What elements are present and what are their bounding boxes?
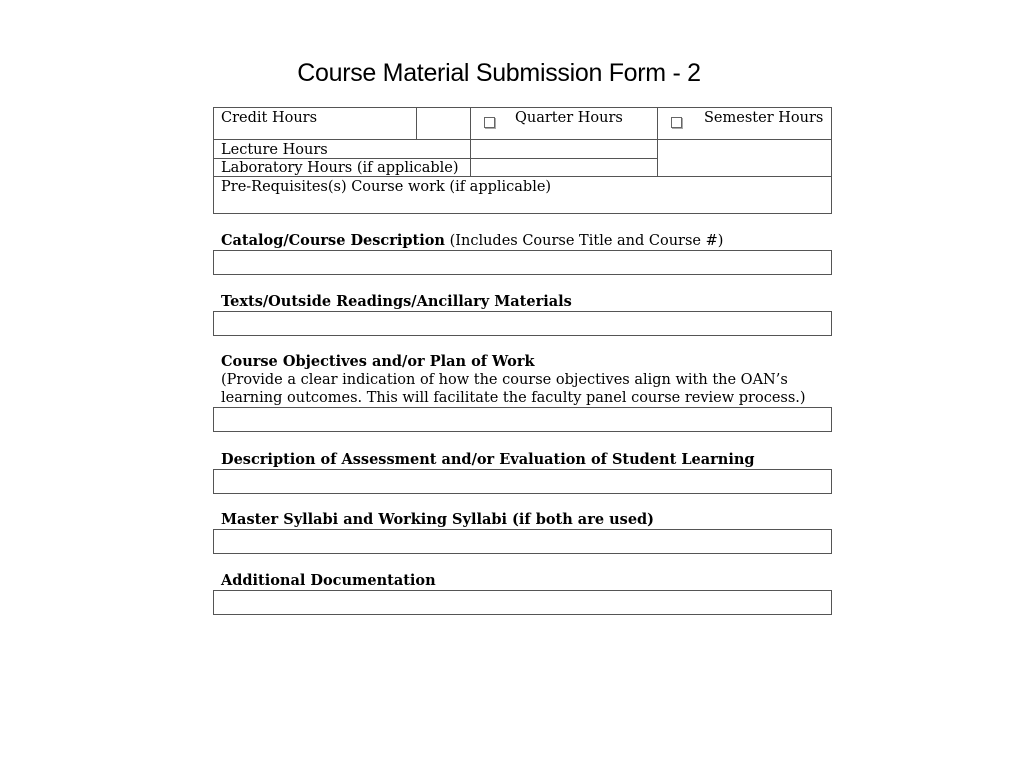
laboratory-hours-field[interactable]: [471, 159, 657, 176]
section-heading: Additional Documentation: [221, 572, 436, 589]
catalog-description-section: [213, 232, 832, 275]
additional-documentation-field[interactable]: [213, 590, 832, 615]
credit-hours-label: Credit Hours: [221, 110, 318, 126]
course-objectives-note: learning outcomes. This will facilitate the faculty panel course review process.): [221, 390, 806, 406]
catalog-description-field[interactable]: [213, 250, 832, 275]
section-heading: Description of Assessment and/or Evaluation of Student Learning: [221, 451, 755, 468]
assessment-section: [213, 451, 832, 494]
section-heading: Master Syllabi and Working Syllabi (if both are used): [221, 511, 655, 528]
texts-readings-field[interactable]: [213, 311, 832, 336]
semester-hours-checkbox[interactable]: [671, 117, 682, 128]
syllabi-section: [213, 511, 832, 554]
additional-documentation-label: [213, 572, 832, 590]
lecture-hours-field[interactable]: [471, 140, 657, 158]
semester-hours-label: Semester Hours: [704, 110, 824, 126]
catalog-description-label: [213, 232, 832, 250]
section-heading: Course Objectives and/or Plan of Work: [221, 353, 535, 370]
syllabi-field[interactable]: [213, 529, 832, 554]
section-heading: Catalog/Course Description: [221, 232, 445, 249]
section-note: (Includes Course Title and Course #): [444, 233, 724, 249]
texts-readings-label: [213, 293, 832, 311]
grid-line: [657, 107, 658, 177]
form-title: Course Material Submission Form - 2: [297, 59, 701, 87]
course-objectives-section: [213, 353, 832, 432]
assessment-field[interactable]: [213, 469, 832, 494]
laboratory-hours-label: Laboratory Hours (if applicable): [221, 160, 459, 176]
quarter-hours-label: Quarter Hours: [515, 110, 623, 126]
credit-hours-field[interactable]: [417, 108, 470, 139]
syllabi-label: [213, 511, 832, 529]
texts-readings-section: [213, 293, 832, 336]
section-heading: Texts/Outside Readings/Ancillary Materials: [221, 293, 572, 310]
lecture-hours-label: Lecture Hours: [221, 142, 328, 158]
course-objectives-note: (Provide a clear indication of how the course objectives align with the OAN’s: [221, 372, 788, 388]
grid-line: [831, 107, 832, 214]
assessment-label: [213, 451, 832, 469]
prerequisites-label: Pre-Requisites(s) Course work (if applicable): [221, 179, 552, 195]
grid-line: [213, 107, 214, 214]
quarter-hours-checkbox[interactable]: [484, 117, 495, 128]
course-objectives-label: [213, 353, 832, 371]
course-objectives-field[interactable]: [213, 407, 832, 432]
grid-line: [213, 107, 832, 108]
additional-documentation-section: [213, 572, 832, 615]
course-hours-grid: [213, 107, 832, 214]
grid-line: [213, 213, 832, 214]
